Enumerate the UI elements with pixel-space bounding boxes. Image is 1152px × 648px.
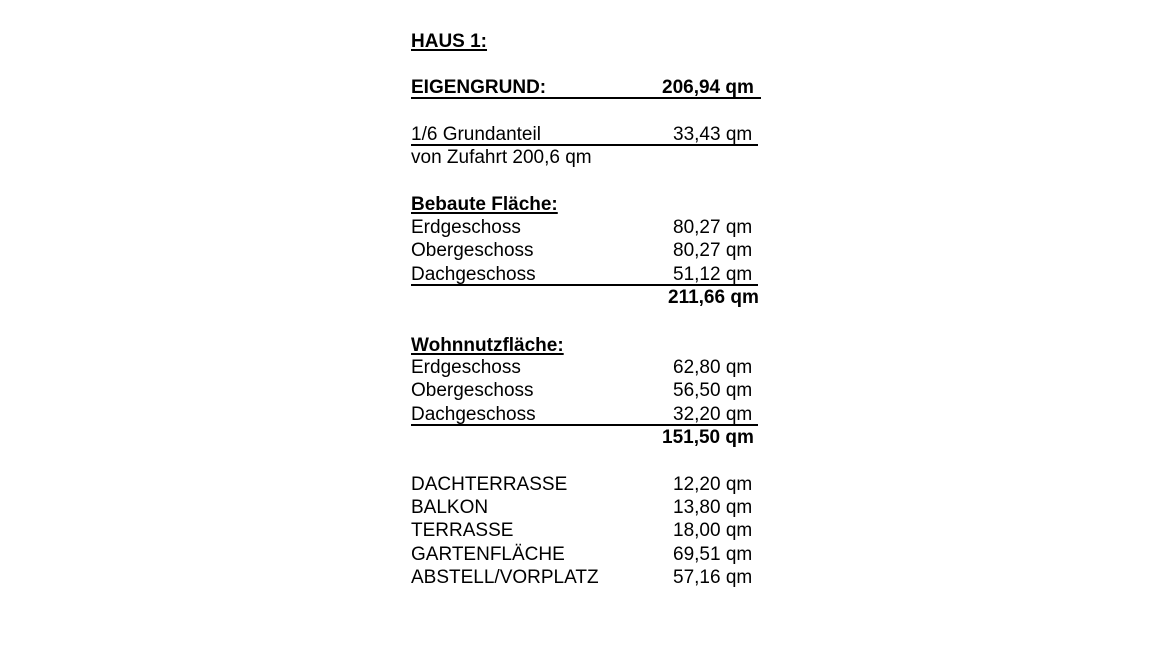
grundanteil-note: von Zufahrt 200,6 qm xyxy=(411,147,592,168)
wohn-row-value: 62,80 qm xyxy=(673,357,753,378)
bebaute-row-value: 80,27 qm xyxy=(673,217,753,238)
wohn-total: 151,50 qm xyxy=(662,427,754,448)
extra-value: 18,00 qm xyxy=(673,520,753,541)
bebaute-row-value: 80,27 qm xyxy=(673,240,753,261)
extra-label: GARTENFLÄCHE xyxy=(411,544,565,565)
wohn-row-value: 56,50 qm xyxy=(673,380,753,401)
extra-label: TERRASSE xyxy=(411,520,514,541)
eigengrund-label: EIGENGRUND: xyxy=(411,77,547,98)
extra-label: ABSTELL/VORPLATZ xyxy=(411,567,599,588)
wohn-row-label: Dachgeschoss xyxy=(411,404,536,425)
extra-value: 57,16 qm xyxy=(673,567,753,588)
bebaute-row-label: Dachgeschoss xyxy=(411,264,536,285)
extra-label: DACHTERRASSE xyxy=(411,474,568,495)
bebaute-row-label: Obergeschoss xyxy=(411,240,534,261)
extra-value: 12,20 qm xyxy=(673,474,753,495)
wohn-row-label: Obergeschoss xyxy=(411,380,534,401)
eigengrund-underline xyxy=(411,97,761,99)
bebaute-flaeche-heading: Bebaute Fläche: xyxy=(411,194,558,215)
page-title: HAUS 1: xyxy=(411,31,488,52)
extra-label: BALKON xyxy=(411,497,489,518)
bebaute-row-label: Erdgeschoss xyxy=(411,217,521,238)
wohnnutzflaeche-heading: Wohnnutzfläche: xyxy=(411,335,564,356)
wohn-row-value: 32,20 qm xyxy=(673,404,753,425)
extra-value: 13,80 qm xyxy=(673,497,753,518)
wohn-row-label: Erdgeschoss xyxy=(411,357,521,378)
grundanteil-value: 33,43 qm xyxy=(673,124,753,145)
eigengrund-value: 206,94 qm xyxy=(662,77,754,98)
extra-value: 69,51 qm xyxy=(673,544,753,565)
bebaute-row-value: 51,12 qm xyxy=(673,264,753,285)
bebaute-total: 211,66 qm xyxy=(668,287,759,308)
area-sheet xyxy=(411,0,771,648)
grundanteil-label: 1/6 Grundanteil xyxy=(411,124,541,145)
